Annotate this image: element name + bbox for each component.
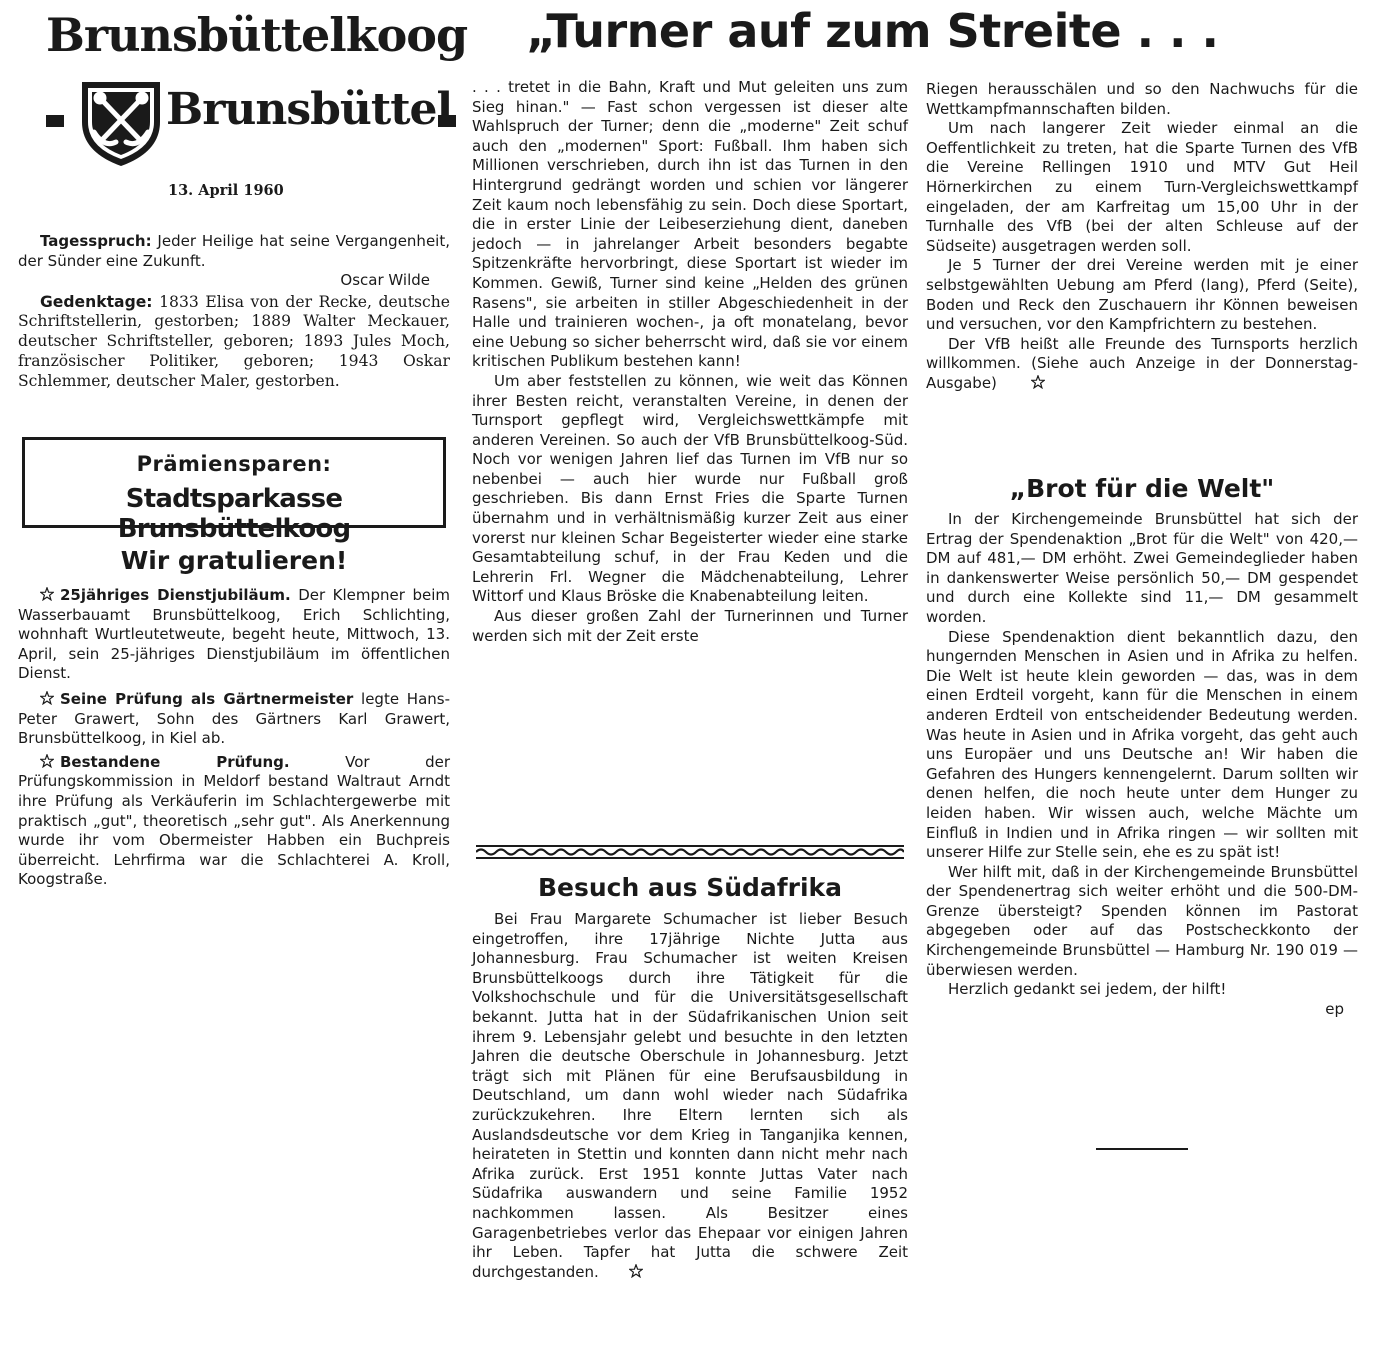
turner-paragraph: Riegen herausschälen und so den Nachwuchs für die Wettkampfmannschaften bilden. <box>926 80 1358 118</box>
star-outline-icon <box>40 754 54 768</box>
news-item-label: Bestandene Prüfung. <box>60 752 290 771</box>
turner-article-part1 <box>472 78 908 646</box>
masthead-title-line2: Brunsbüttel <box>166 84 453 135</box>
congratulations-list <box>18 586 450 890</box>
news-item <box>18 586 450 684</box>
brot-article <box>926 510 1358 1019</box>
suedafrika-article <box>472 910 908 1282</box>
advertisement-box <box>22 437 446 544</box>
news-item-label: Seine Prüfung als Gärtnermeister <box>60 689 354 708</box>
turner-closing-text: Der VfB heißt alle Freunde des Turnsports herzlich willkommen. (Siehe auch Anzeige in der Donnerstag-Ausgabe) <box>926 334 1358 392</box>
advertisement-line2: Stadtsparkasse Brunsbüttelkoog <box>117 484 351 544</box>
turner-article-part2 <box>926 80 1358 394</box>
news-item <box>18 690 450 749</box>
star-outline-icon <box>629 1264 643 1278</box>
turner-headline: „Turner auf zum Streite . . . <box>526 4 1219 58</box>
advertisement-line1: Prämiensparen: <box>136 452 332 476</box>
turner-paragraph: . . . tretet in die Bahn, Kraft und Mut geleiten uns zum Sieg hinan." — Fast schon vergessen ist dieser alte Wahlspruch der Turner; denn die „moderne" Zeit schuf auch den „modernen" Sport: Fußball. Ihm haben sich Millionen verschrieben, durch ihn ist das Turnen in den Hintergrund gedrängt worden und schien vor längerer Zeit kaum noch lebensfähig zu sein. Doch diese Sportart, die in erster Linie der Leibeserziehung dient, daneben jedoch — in jahrelanger Arbeit besonders begabte Spitzenkräfte hervorbringt, diese Sportart ist wieder im Kommen. Gewiß, Turner sind keine „Helden des grünen Rasens", sie arbeiten in stiller Abgeschiedenheit in der Halle und trainieren wochen-, ja oft monatelang, bevor eine Uebung so sicher beherrscht wird, daß sie vor einem kritischen Publikum bestehen kann! <box>472 78 908 371</box>
daily-notes <box>18 232 450 391</box>
brot-headline: „Brot für die Welt" <box>1009 474 1275 503</box>
gedenktage-label: Gedenktage: <box>40 292 153 311</box>
tagesspruch-label: Tagesspruch: <box>40 232 152 250</box>
end-rule <box>1096 1148 1188 1150</box>
brot-paragraph: Herzlich gedankt sei jedem, der hilft! <box>948 980 1227 999</box>
turner-paragraph: Um nach langerer Zeit wieder einmal an die Oeffentlichkeit zu treten, hat die Sparte Turnen des VfB die Vereine Rellingen 1910 und MTV Gut Heil Hörnerkirchen zu einem Turn-Vergleichswettkampf eingeladen, der am Karfreitag um 15,00 Uhr in der Turnhalle des VfB (bei der alten Schleuse auf der Südseite) ausgetragen werden soll. <box>926 119 1358 255</box>
brot-paragraph: Diese Spendenaktion dient bekanntlich dazu, den hungernden Menschen in Asien und in Afrika zu helfen. Die Welt ist heute klein geworden — das, was in dem einen Erdteil vorgeht, kann für die Menschen in einem anderen Erdteil von entscheidender Bedeutung werden. Was heute in Asien und in Afrika vorgeht, das geht auch uns Europäer und uns Deutsche an! Wir haben die Gefahren des Hungers kennengelernt. Darum sollten wir denen helfen, die noch heute unter dem Hunger zu leiden haben. Wir wissen auch, welche Mächte um Einfluß in Indien und in Afrika ringen — wir sollten mit unserer Hilfe zur Stelle sein, ehe es zu spät ist! <box>926 627 1358 862</box>
star-outline-icon <box>40 587 54 601</box>
turner-paragraph: Je 5 Turner der drei Vereine werden mit je einer selbstgewählten Uebung am Pferd (lang), Pferd (Seite), Boden und Reck den Zuschauern ihr Können beweisen und versuchen, vor den Kampfrichtern zu bestehen. <box>926 256 1358 334</box>
issue-date: 13. April 1960 <box>168 182 284 199</box>
news-item-text: Vor der Prüfungskommission in Meldorf bestand Waltraut Arndt ihre Prüfung als Verkäuferin im Schlachtergewerbe mit praktisch „gut", theoretisch „sehr gut". Als Anerkennung wurde ihr vom Obermeister Habben ein Buchpreis überreicht. Lehrfirma war die Schlachterei A. Kroll, Koogstraße. <box>18 752 450 889</box>
suedafrika-paragraph <box>472 910 908 1282</box>
tagesspruch-author: Oscar Wilde <box>340 271 430 290</box>
masthead <box>46 8 468 168</box>
ornamental-divider <box>476 844 904 860</box>
news-item-text: Der Klempner beim Wasserbauamt Brunsbüttelkoog, Erich Schlichting, wohnhaft Wurtleutetweute, begeht heute, Mittwoch, 13. April, sein 25-jähriges Dienstjubiläum im öffentlichen Dienst. <box>18 586 450 683</box>
gedenktage-text: 1833 Elisa von der Recke, deutsche Schriftstellerin, gestorben; 1889 Walter Meckauer, deutscher Schriftsteller, geboren; 1893 Jules Moch, französischer Politiker, geboren; 1943 Oskar Schlemmer, deutscher Maler, gestorben. <box>18 292 450 390</box>
wir-gratulieren-headline: Wir gratulieren! <box>120 546 348 575</box>
article-signature: ep <box>1325 999 1344 1018</box>
news-item-label: 25jähriges Dienstjubiläum. <box>60 586 291 604</box>
star-outline-icon <box>1031 375 1045 389</box>
turner-paragraph: Um aber feststellen zu können, wie weit das Können ihrer Besten reicht, veranstalten Vereine, in denen der Turnsport gepflegt wird, Vergleichswettkämpfe mit anderen Vereinen. So auch der VfB Brunsbüttelkoog-Süd. Noch vor wenigen Jahren lief das Turnen im VfB nur so nebenbei — auch hier wurde nur Fußball groß geschrieben. Bis dann Ernst Fries die Sparte Turnen übernahm und in verhältnismäßig kurzer Zeit aus einer vorerst nur kleinen Schar Begeisterter wieder eine starke Gesamtabteilung schuf, in der Frau Keden und die Lehrerin Frl. Wegner die Mädchenabteilung, Lehrer Wittorf und Klaus Bröske die Knabenabteilung leiten. <box>472 371 908 606</box>
star-outline-icon <box>40 691 54 705</box>
masthead-title-line1: Brunsbüttelkoog <box>46 8 468 62</box>
gedenktage <box>18 293 450 392</box>
turner-paragraph <box>926 335 1358 394</box>
brot-paragraph: Wer hilft mit, daß in der Kirchengemeinde Brunsbüttel der Spendenertrag sich weiter erhöht und die 500-DM-Grenze übersteigt? Spenden können im Pastorat abgegeben oder auf das Postscheckkonto der Kirchengemeinde Brunsbüttel — Hamburg Nr. 190 019 — überwiesen werden. <box>926 862 1358 979</box>
suedafrika-headline: Besuch aus Südafrika <box>537 873 843 902</box>
suedafrika-text: Bei Frau Margarete Schumacher ist lieber Besuch eingetroffen, ihre 17jährige Nichte Jutta aus Johannesburg. Frau Schumacher ist weiten Kreisen Brunsbüttelkoogs durch ihre Tätigkeit für die Volkshochschule und für die Universitätsgesellschaft bekannt. Jutta hat in der Südafrikanischen Union seit ihrem 9. Lebensjahr gelebt und besuchte in den letzten Jahren die deutsche Oberschule in Johannesburg. Jetzt trägt sich mit Plänen für eine Berufsausbildung in Deutschland, um dann wohl wieder nach Südafrika zurückzukehren. Ihre Eltern lernten sich als Auslandsdeutsche vor dem Krieg in Tanganjika kennen, heirateten in Stettin und konnten dann nicht mehr nach Afrika zurück. Erst 1951 konnte Juttas Vater nach Südafrika auswandern und seine Familie 1952 nachkommen lassen. Als Besitzer eines Garagenbetriebes verlor das Ehepaar vor einigen Jahren ihr Leben. Tapfer hat Jutta die schwere Zeit durchgestanden. <box>472 910 908 1281</box>
news-item <box>18 753 450 890</box>
coat-of-arms-icon <box>76 76 166 168</box>
tagesspruch-text: Jeder Heilige hat seine Vergangenheit, der Sünder eine Zukunft. <box>18 232 450 270</box>
brot-paragraph: In der Kirchengemeinde Brunsbüttel hat sich der Ertrag der Spendenaktion „Brot für die Welt" von 420,— DM auf 481,— DM erhöht. Zwei Gemeindeglieder haben in dankenswerter Weise persönlich 50,— DM gespendet und durch eine Kollekte sind 11,— DM gesammelt worden. <box>926 510 1358 626</box>
turner-paragraph: Aus dieser großen Zahl der Turnerinnen und Turner werden sich mit der Zeit erste <box>472 607 908 645</box>
tagesspruch <box>18 232 450 271</box>
news-item-text: legte Hans-Peter Grawert, Sohn des Gärtners Karl Grawert, Brunsbüttelkoog, in Kiel ab. <box>18 689 450 748</box>
